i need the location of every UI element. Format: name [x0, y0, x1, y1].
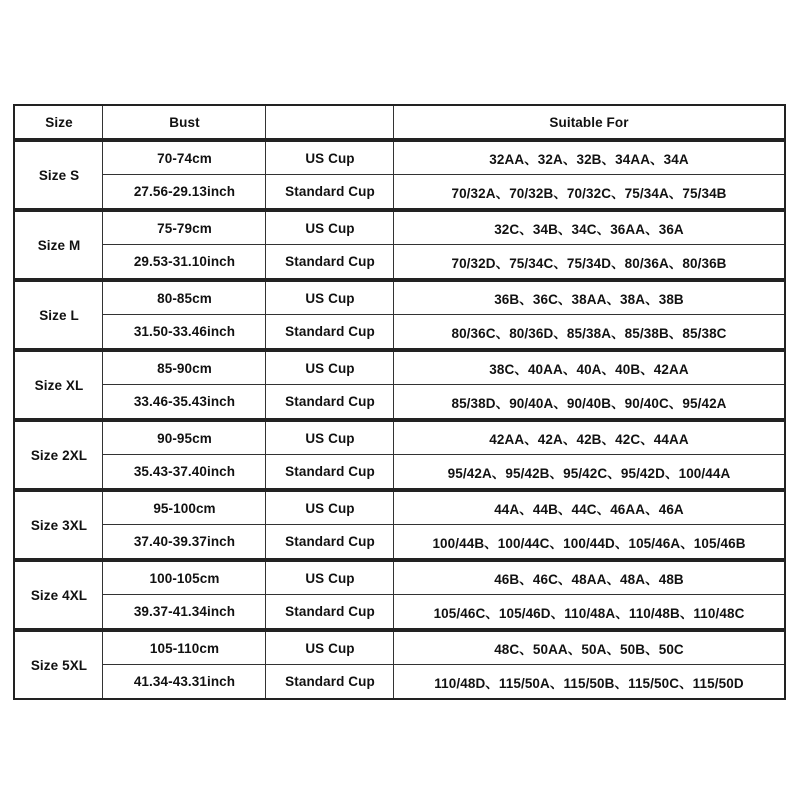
standard-cup-fit: 110/48D、115/50A、115/50B、115/50C、115/50D [434, 675, 744, 691]
us-cup-label: US Cup [305, 430, 355, 446]
header-bust: Bust [169, 114, 200, 130]
standard-cup-label: Standard Cup [285, 184, 375, 199]
size-label: Size 2XL [30, 447, 88, 463]
us-cup-fit: 44A、44B、44C、46AA、46A [494, 502, 684, 517]
us-cup-label: US Cup [305, 640, 355, 656]
size-label: Size M [37, 237, 81, 253]
standard-cup-fit: 85/38D、90/40A、90/40B、90/40C、95/42A [451, 395, 727, 411]
size-label: Size S [38, 167, 80, 183]
bust-cm: 70-74cm [157, 150, 212, 166]
bust-cm: 100-105cm [149, 570, 220, 586]
standard-cup-label: Standard Cup [285, 534, 375, 549]
size-group-3xl [13, 490, 786, 560]
bust-cm: 75-79cm [157, 220, 212, 236]
us-cup-fit: 48C、50AA、50A、50B、50C [494, 642, 684, 657]
size-group-2xl [13, 420, 786, 490]
size-label: Size 3XL [30, 517, 88, 533]
standard-cup-fit: 70/32A、70/32B、70/32C、75/34A、75/34B [451, 185, 727, 201]
standard-cup-label: Standard Cup [285, 254, 375, 269]
size-label: Size L [39, 307, 79, 323]
bust-inch: 35.43-37.40inch [133, 464, 236, 479]
size-group-s [13, 140, 786, 210]
bust-cm: 95-100cm [153, 500, 216, 516]
us-cup-label: US Cup [305, 360, 355, 376]
bust-cm: 85-90cm [157, 360, 212, 376]
size-chart-table [13, 104, 786, 704]
us-cup-label: US Cup [305, 220, 355, 236]
header-suitable-for: Suitable For [549, 114, 629, 130]
standard-cup-label: Standard Cup [285, 604, 375, 619]
us-cup-fit: 38C、40AA、40A、40B、42AA [489, 362, 689, 377]
us-cup-label: US Cup [305, 150, 355, 166]
size-group-xl [13, 350, 786, 420]
standard-cup-fit: 100/44B、100/44C、100/44D、105/46A、105/46B [432, 535, 746, 551]
bust-inch: 37.40-39.37inch [133, 534, 236, 549]
table-header-row [13, 104, 786, 140]
bust-inch: 31.50-33.46inch [133, 324, 236, 339]
standard-cup-label: Standard Cup [285, 324, 375, 339]
us-cup-fit: 32C、34B、34C、36AA、36A [494, 222, 684, 237]
size-label: Size XL [34, 377, 84, 393]
size-group-4xl [13, 560, 786, 630]
bust-cm: 90-95cm [157, 430, 212, 446]
header-cup [266, 106, 394, 138]
bust-inch: 27.56-29.13inch [133, 184, 236, 199]
us-cup-fit: 46B、46C、48AA、48A、48B [494, 572, 684, 587]
standard-cup-fit: 80/36C、80/36D、85/38A、85/38B、85/38C [451, 325, 727, 341]
standard-cup-label: Standard Cup [285, 674, 375, 689]
size-group-m [13, 210, 786, 280]
bust-inch: 29.53-31.10inch [133, 254, 236, 269]
bust-cm: 80-85cm [157, 290, 212, 306]
size-label: Size 4XL [30, 587, 88, 603]
bust-inch: 41.34-43.31inch [133, 674, 236, 689]
bust-cm: 105-110cm [149, 640, 220, 656]
us-cup-fit: 36B、36C、38AA、38A、38B [494, 292, 684, 307]
size-group-5xl [13, 630, 786, 700]
bust-inch: 39.37-41.34inch [133, 604, 236, 619]
standard-cup-fit: 105/46C、105/46D、110/48A、110/48B、110/48C [433, 605, 745, 621]
bust-inch: 33.46-35.43inch [133, 394, 236, 409]
standard-cup-fit: 95/42A、95/42B、95/42C、95/42D、100/44A [447, 465, 731, 481]
standard-cup-label: Standard Cup [285, 464, 375, 479]
us-cup-label: US Cup [305, 570, 355, 586]
size-group-l [13, 280, 786, 350]
size-label: Size 5XL [30, 657, 88, 673]
standard-cup-fit: 70/32D、75/34C、75/34D、80/36A、80/36B [451, 255, 727, 271]
us-cup-label: US Cup [305, 500, 355, 516]
us-cup-fit: 32AA、32A、32B、34AA、34A [489, 152, 689, 167]
us-cup-label: US Cup [305, 290, 355, 306]
header-size: Size [45, 114, 73, 130]
standard-cup-label: Standard Cup [285, 394, 375, 409]
us-cup-fit: 42AA、42A、42B、42C、44AA [489, 432, 689, 447]
